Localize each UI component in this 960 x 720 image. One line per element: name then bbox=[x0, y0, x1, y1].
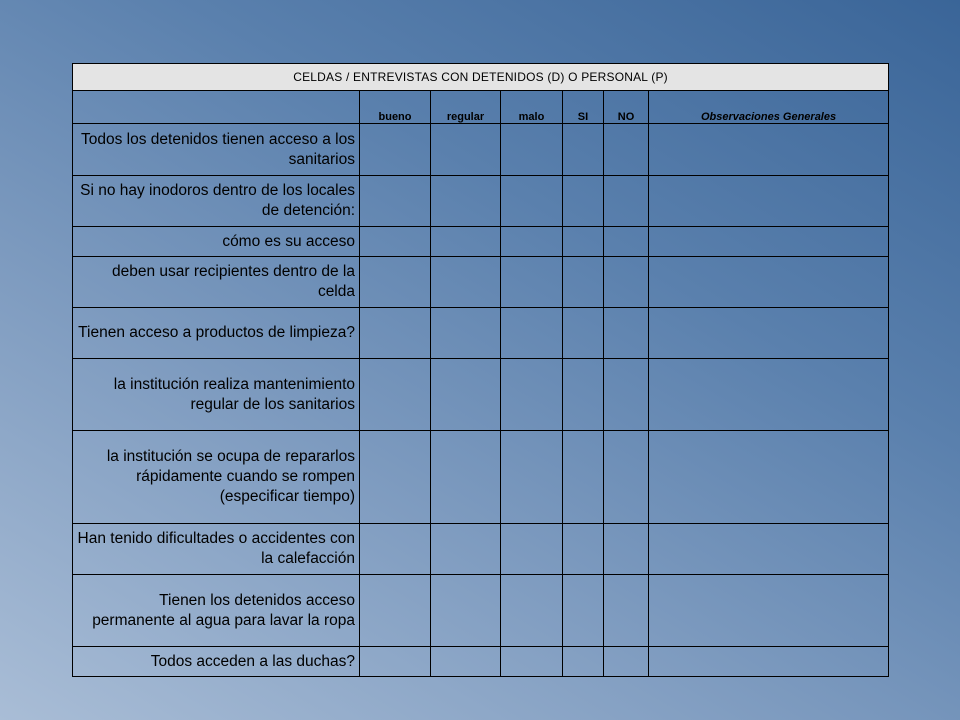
cell-regular[interactable] bbox=[431, 359, 501, 431]
cell-observaciones[interactable] bbox=[649, 227, 889, 257]
cell-no[interactable] bbox=[604, 227, 649, 257]
cell-bueno[interactable] bbox=[360, 257, 431, 308]
column-header-si: SI bbox=[563, 91, 604, 124]
cell-bueno[interactable] bbox=[360, 431, 431, 524]
question-cell: Todos los detenidos tienen acceso a los sanitarios bbox=[73, 124, 360, 176]
column-header-row bbox=[73, 91, 889, 124]
table-row bbox=[73, 308, 889, 359]
cell-observaciones[interactable] bbox=[649, 647, 889, 677]
cell-malo[interactable] bbox=[501, 524, 563, 575]
cell-malo[interactable] bbox=[501, 359, 563, 431]
table-row bbox=[73, 176, 889, 227]
table-row bbox=[73, 524, 889, 575]
cell-no[interactable] bbox=[604, 524, 649, 575]
table-row bbox=[73, 431, 889, 524]
cell-regular[interactable] bbox=[431, 308, 501, 359]
cell-si[interactable] bbox=[563, 176, 604, 227]
cell-regular[interactable] bbox=[431, 176, 501, 227]
cell-observaciones[interactable] bbox=[649, 257, 889, 308]
cell-regular[interactable] bbox=[431, 124, 501, 176]
cell-si[interactable] bbox=[563, 124, 604, 176]
cell-bueno[interactable] bbox=[360, 647, 431, 677]
column-header-no: NO bbox=[604, 91, 649, 124]
cell-bueno[interactable] bbox=[360, 227, 431, 257]
cell-malo[interactable] bbox=[501, 647, 563, 677]
cell-observaciones[interactable] bbox=[649, 524, 889, 575]
table-row bbox=[73, 257, 889, 308]
cell-bueno[interactable] bbox=[360, 524, 431, 575]
cell-regular[interactable] bbox=[431, 647, 501, 677]
cell-si[interactable] bbox=[563, 359, 604, 431]
cell-observaciones[interactable] bbox=[649, 124, 889, 176]
cell-malo[interactable] bbox=[501, 575, 563, 647]
cell-observaciones[interactable] bbox=[649, 359, 889, 431]
table-title: CELDAS / ENTREVISTAS CON DETENIDOS (D) O PERSONAL (P) bbox=[73, 64, 889, 91]
table-row bbox=[73, 575, 889, 647]
table-row bbox=[73, 124, 889, 176]
cell-observaciones[interactable] bbox=[649, 575, 889, 647]
question-cell: cómo es su acceso bbox=[73, 227, 360, 257]
cell-si[interactable] bbox=[563, 257, 604, 308]
question-cell: Han tenido dificultades o accidentes con la calefacción bbox=[73, 524, 360, 575]
cell-malo[interactable] bbox=[501, 176, 563, 227]
cell-regular[interactable] bbox=[431, 575, 501, 647]
column-header-observaciones: Observaciones Generales bbox=[649, 91, 889, 124]
question-cell: deben usar recipientes dentro de la celda bbox=[73, 257, 360, 308]
cell-bueno[interactable] bbox=[360, 359, 431, 431]
question-cell: Si no hay inodoros dentro de los locales de detención: bbox=[73, 176, 360, 227]
question-cell: Todos acceden a las duchas? bbox=[73, 647, 360, 677]
cell-malo[interactable] bbox=[501, 227, 563, 257]
cell-malo[interactable] bbox=[501, 124, 563, 176]
column-header-malo: malo bbox=[501, 91, 563, 124]
inspection-table bbox=[72, 63, 889, 677]
cell-si[interactable] bbox=[563, 524, 604, 575]
table-row bbox=[73, 227, 889, 257]
cell-no[interactable] bbox=[604, 257, 649, 308]
cell-si[interactable] bbox=[563, 647, 604, 677]
cell-no[interactable] bbox=[604, 575, 649, 647]
cell-malo[interactable] bbox=[501, 308, 563, 359]
header-blank-cell bbox=[73, 91, 360, 124]
cell-no[interactable] bbox=[604, 308, 649, 359]
cell-no[interactable] bbox=[604, 124, 649, 176]
question-cell: Tienen acceso a productos de limpieza? bbox=[73, 308, 360, 359]
cell-regular[interactable] bbox=[431, 431, 501, 524]
cell-no[interactable] bbox=[604, 359, 649, 431]
column-header-bueno: bueno bbox=[360, 91, 431, 124]
cell-bueno[interactable] bbox=[360, 308, 431, 359]
cell-si[interactable] bbox=[563, 575, 604, 647]
cell-no[interactable] bbox=[604, 647, 649, 677]
column-header-regular: regular bbox=[431, 91, 501, 124]
cell-regular[interactable] bbox=[431, 227, 501, 257]
cell-observaciones[interactable] bbox=[649, 176, 889, 227]
cell-observaciones[interactable] bbox=[649, 431, 889, 524]
cell-malo[interactable] bbox=[501, 257, 563, 308]
cell-bueno[interactable] bbox=[360, 575, 431, 647]
cell-bueno[interactable] bbox=[360, 124, 431, 176]
cell-si[interactable] bbox=[563, 227, 604, 257]
table-row bbox=[73, 359, 889, 431]
table-row bbox=[73, 647, 889, 677]
cell-regular[interactable] bbox=[431, 257, 501, 308]
cell-no[interactable] bbox=[604, 176, 649, 227]
cell-malo[interactable] bbox=[501, 431, 563, 524]
cell-no[interactable] bbox=[604, 431, 649, 524]
question-cell: la institución realiza mantenimiento regular de los sanitarios bbox=[73, 359, 360, 431]
cell-si[interactable] bbox=[563, 308, 604, 359]
question-cell: Tienen los detenidos acceso permanente al agua para lavar la ropa bbox=[73, 575, 360, 647]
cell-bueno[interactable] bbox=[360, 176, 431, 227]
question-cell: la institución se ocupa de repararlos rápidamente cuando se rompen (especificar tiempo) bbox=[73, 431, 360, 524]
cell-si[interactable] bbox=[563, 431, 604, 524]
cell-observaciones[interactable] bbox=[649, 308, 889, 359]
cell-regular[interactable] bbox=[431, 524, 501, 575]
table-title-row bbox=[73, 64, 889, 91]
